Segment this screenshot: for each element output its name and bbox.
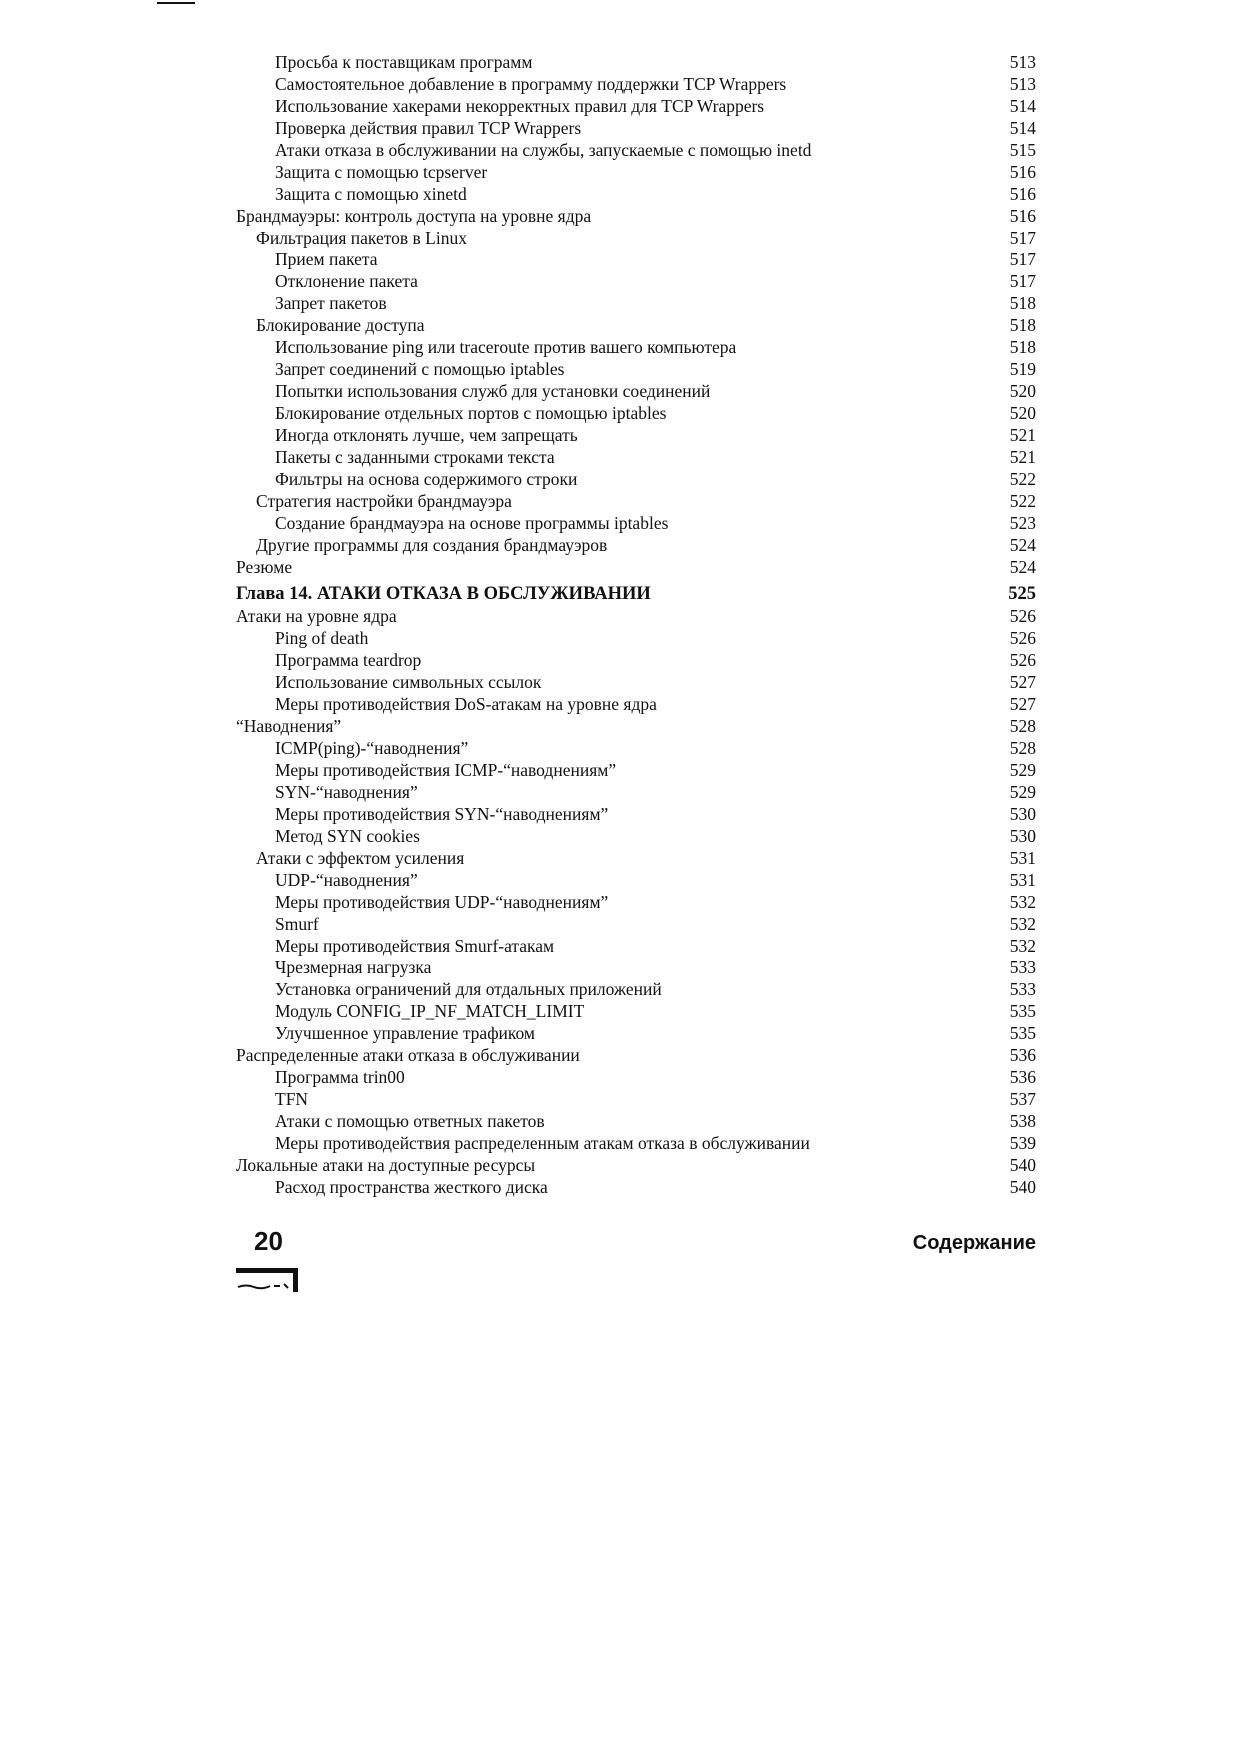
- footer-ornament-bar: [236, 1268, 298, 1273]
- page-number: 20: [254, 1226, 283, 1256]
- toc-entry: [236, 738, 1036, 760]
- toc-entry: [236, 403, 1036, 425]
- toc-entry-title: Отклонение пакета: [275, 271, 418, 292]
- footer-ornament-tick: [293, 1268, 298, 1292]
- toc-entry-page: 516: [1009, 161, 1036, 182]
- toc-entry-page: 532: [1009, 935, 1036, 956]
- toc-entry-title: Фильтры на основа содержимого строки: [275, 468, 578, 489]
- toc-entry-page: 521: [1009, 424, 1036, 445]
- toc-section: [236, 1155, 1036, 1177]
- top-rule: [157, 2, 195, 4]
- toc-entry-title: Меры противодействия SYN-“наводнениям”: [275, 803, 609, 824]
- toc-entry-title: Самостоятельное добавление в программу поддержки TCP Wrappers: [275, 73, 787, 94]
- toc-chapter-title: Глава 14. АТАКИ ОТКАЗА В ОБСЛУЖИВАНИИ: [236, 583, 651, 604]
- toc-entry-page: 533: [1009, 957, 1036, 978]
- toc-subsection: [236, 491, 1036, 513]
- toc-entry-title: Улучшенное управление трафиком: [275, 1023, 536, 1044]
- toc-entry-title: SYN-“наводнения”: [275, 781, 418, 802]
- toc-entry-page: 533: [1009, 979, 1036, 1000]
- toc-entry: [236, 96, 1036, 118]
- toc-entry: [236, 914, 1036, 936]
- running-title: Содержание: [912, 1232, 1036, 1254]
- toc-entry-page: 537: [1009, 1089, 1036, 1110]
- toc-entry-title: Использование символьных ссылок: [275, 672, 542, 693]
- toc-entry-page: 539: [1009, 1132, 1036, 1153]
- toc-chapter-page: 525: [1008, 583, 1036, 604]
- toc-section-page: 536: [1009, 1045, 1036, 1066]
- toc-entry: [236, 957, 1036, 979]
- toc-entry-title: Меры противодействия DoS-атакам на уровне ядра: [275, 694, 657, 715]
- toc-entry-title: Прием пакета: [275, 249, 378, 270]
- toc-entry-page: 526: [1009, 650, 1036, 671]
- toc-entry-title: Использование хакерами некорректных правил для TCP Wrappers: [275, 95, 765, 116]
- toc-entry: [236, 249, 1036, 271]
- toc-entry: [236, 804, 1036, 826]
- toc-entry: [236, 271, 1036, 293]
- toc-entry-title: Атаки с помощью ответных пакетов: [275, 1111, 545, 1131]
- toc-subsection-title: Атаки с эффектом усиления: [256, 847, 465, 868]
- toc-entry: [236, 381, 1036, 403]
- toc-entry: [236, 118, 1036, 140]
- toc-subsection-title: Стратегия настройки брандмауэра: [256, 490, 512, 511]
- toc-entry-page: 528: [1009, 738, 1036, 759]
- toc-entry-title: Программа trin00: [275, 1067, 405, 1088]
- toc-entry-page: 527: [1009, 672, 1036, 693]
- toc-entry: [236, 425, 1036, 447]
- toc-entry: [236, 162, 1036, 184]
- toc-entry-title: Ping of death: [275, 628, 369, 649]
- toc-section-title: “Наводнения”: [236, 716, 342, 737]
- toc-subsection: [236, 848, 1036, 870]
- toc-entry-page: 530: [1009, 803, 1036, 824]
- toc-entry-title: Smurf: [275, 913, 319, 934]
- toc-entry-title: Чрезмерная нагрузка: [275, 957, 432, 978]
- toc-entry-page: 513: [1009, 52, 1036, 72]
- toc-entry-title: Модуль CONFIG_IP_NF_MATCH_LIMIT: [275, 1001, 585, 1022]
- toc-entry-page: 514: [1009, 95, 1036, 116]
- toc-subsection-page: 524: [1009, 534, 1036, 555]
- toc-section-title: Распределенные атаки отказа в обслуживании: [236, 1045, 580, 1066]
- toc-entry: [236, 1133, 1036, 1155]
- toc-entry: [236, 337, 1036, 359]
- toc-entry-title: Создание брандмауэра на основе программы iptables: [275, 512, 669, 533]
- toc-entry-page: 535: [1009, 1023, 1036, 1044]
- toc-entry: [236, 293, 1036, 315]
- toc-subsection-page: 531: [1009, 847, 1036, 868]
- toc-entry-title: Пакеты с заданными строками текста: [275, 446, 555, 467]
- toc-entry: [236, 672, 1036, 694]
- toc-entry-page: 522: [1009, 468, 1036, 489]
- toc-entry-title: Просьба к поставщикам программ: [275, 52, 533, 72]
- toc-entry-page: 530: [1009, 825, 1036, 846]
- toc-section-page: 516: [1009, 205, 1036, 226]
- toc-entry: [236, 513, 1036, 535]
- toc-entry: [236, 140, 1036, 162]
- toc-entry-title: Блокирование отдельных портов с помощью iptables: [275, 403, 667, 423]
- toc-entry-page: 517: [1009, 249, 1036, 270]
- toc-entry: [236, 52, 1036, 74]
- toc-section-title: Локальные атаки на доступные ресурсы: [236, 1154, 536, 1175]
- toc-entry: [236, 1067, 1036, 1089]
- toc-entry: [236, 74, 1036, 96]
- toc-entry: [236, 1023, 1036, 1045]
- toc-section-title: Атаки на уровне ядра: [236, 606, 397, 627]
- toc-entry-title: Иногда отклонять лучше, чем запрещать: [275, 424, 578, 445]
- toc-section-page: 526: [1009, 606, 1036, 627]
- toc-entry-title: Меры противодействия распределенным атакам отказа в обслуживании: [275, 1132, 810, 1153]
- toc-entry-page: 526: [1009, 628, 1036, 649]
- toc-subsection: [236, 315, 1036, 337]
- toc-entry-title: Меры противодействия Smurf-атакам: [275, 935, 555, 956]
- toc-entry: [236, 870, 1036, 892]
- toc-subsection: [236, 535, 1036, 557]
- toc-entry: [236, 359, 1036, 381]
- toc-subsection-page: 517: [1009, 227, 1036, 248]
- toc-entry-page: 515: [1009, 139, 1036, 160]
- toc-entry: [236, 760, 1036, 782]
- toc-entry-title: Проверка действия правил TCP Wrappers: [275, 117, 582, 138]
- toc-subsection-title: Блокирование доступа: [256, 315, 425, 336]
- toc-entry-title: Программа teardrop: [275, 650, 422, 671]
- toc-section: [236, 716, 1036, 738]
- toc-subsection-title: Другие программы для создания брандмауэров: [256, 534, 608, 555]
- toc-section-page: 528: [1009, 716, 1036, 737]
- toc-entry: [236, 650, 1036, 672]
- footer-ornament: [236, 1268, 298, 1294]
- toc-subsection-title: Фильтрация пакетов в Linux: [256, 227, 467, 248]
- toc-entry-page: 536: [1009, 1067, 1036, 1088]
- toc-section: [236, 1045, 1036, 1067]
- toc-entry: [236, 469, 1036, 491]
- toc-entry-page: 518: [1009, 337, 1036, 358]
- toc-entry-page: 532: [1009, 913, 1036, 934]
- toc-section: [236, 606, 1036, 628]
- toc-entry-page: 540: [1009, 1176, 1036, 1197]
- toc-section: [236, 206, 1036, 228]
- toc-entry: [236, 1177, 1036, 1199]
- toc-section-title: Брандмауэры: контроль доступа на уровне ядра: [236, 205, 592, 226]
- toc-entry-title: Запрет пакетов: [275, 293, 387, 314]
- footer-ornament-scribble: [238, 1284, 288, 1288]
- toc-entry-title: TFN: [275, 1089, 309, 1110]
- toc-chapter-heading: [236, 584, 1036, 606]
- toc-subsection: [236, 228, 1036, 250]
- toc-entry: [236, 628, 1036, 650]
- toc-entry-page: 535: [1009, 1001, 1036, 1022]
- toc-entry-page: 521: [1009, 446, 1036, 467]
- toc-section-page: 540: [1009, 1154, 1036, 1175]
- toc-subsection-page: 518: [1009, 315, 1036, 336]
- toc-entry-page: 520: [1009, 403, 1036, 423]
- toc-entry-page: 538: [1009, 1111, 1036, 1131]
- toc-entry: [236, 184, 1036, 206]
- toc-entry-page: 532: [1009, 891, 1036, 912]
- toc-entry-title: Запрет соединений с помощью iptables: [275, 359, 565, 380]
- toc-entry: [236, 936, 1036, 958]
- toc-entry-title: Защита с помощью xinetd: [275, 183, 467, 204]
- toc-entry-title: Метод SYN cookies: [275, 825, 420, 846]
- toc-entry-page: 514: [1009, 117, 1036, 138]
- toc-entry-title: UDP-“наводнения”: [275, 869, 418, 890]
- toc-entry: [236, 1111, 1036, 1133]
- toc-entry-title: Расход пространства жесткого диска: [275, 1176, 548, 1197]
- toc-entry: [236, 892, 1036, 914]
- toc-entry: [236, 1001, 1036, 1023]
- toc-entry-page: 516: [1009, 183, 1036, 204]
- toc-entry-page: 513: [1009, 73, 1036, 94]
- toc-entry-title: ICMP(ping)-“наводнения”: [275, 738, 469, 759]
- toc-entry-page: 518: [1009, 293, 1036, 314]
- toc-entry: [236, 1089, 1036, 1111]
- toc-entry-page: 529: [1009, 760, 1036, 780]
- toc-entry-page: 520: [1009, 381, 1036, 402]
- toc-entry-title: Использование ping или traceroute против вашего компьютера: [275, 337, 737, 358]
- toc-entry-page: 531: [1009, 869, 1036, 890]
- toc-entry: [236, 979, 1036, 1001]
- toc-entry-title: Атаки отказа в обслуживании на службы, запускаемые с помощью inetd: [275, 139, 812, 160]
- toc-entry: [236, 826, 1036, 848]
- table-of-contents: [236, 52, 1036, 1199]
- toc-section-page: 524: [1009, 556, 1036, 577]
- toc-entry-page: 529: [1009, 781, 1036, 802]
- toc-entry-page: 517: [1009, 271, 1036, 292]
- toc-entry: [236, 694, 1036, 716]
- toc-subsection-page: 522: [1009, 490, 1036, 511]
- toc-entry-title: Попытки использования служб для установки соединений: [275, 381, 711, 402]
- toc-entry-title: Меры противодействия ICMP-“наводнениям”: [275, 760, 617, 780]
- toc-section: [236, 557, 1036, 579]
- toc-entry: [236, 447, 1036, 469]
- toc-entry-title: Меры противодействия UDP-“наводнениям”: [275, 891, 609, 912]
- toc-entry: [236, 782, 1036, 804]
- toc-section-title: Резюме: [236, 556, 293, 577]
- toc-entry-title: Установка ограничений для отдальных приложений: [275, 979, 662, 1000]
- toc-entry-page: 523: [1009, 512, 1036, 533]
- toc-entry-page: 519: [1009, 359, 1036, 380]
- toc-entry-page: 527: [1009, 694, 1036, 715]
- toc-entry-title: Защита с помощью tcpserver: [275, 161, 488, 182]
